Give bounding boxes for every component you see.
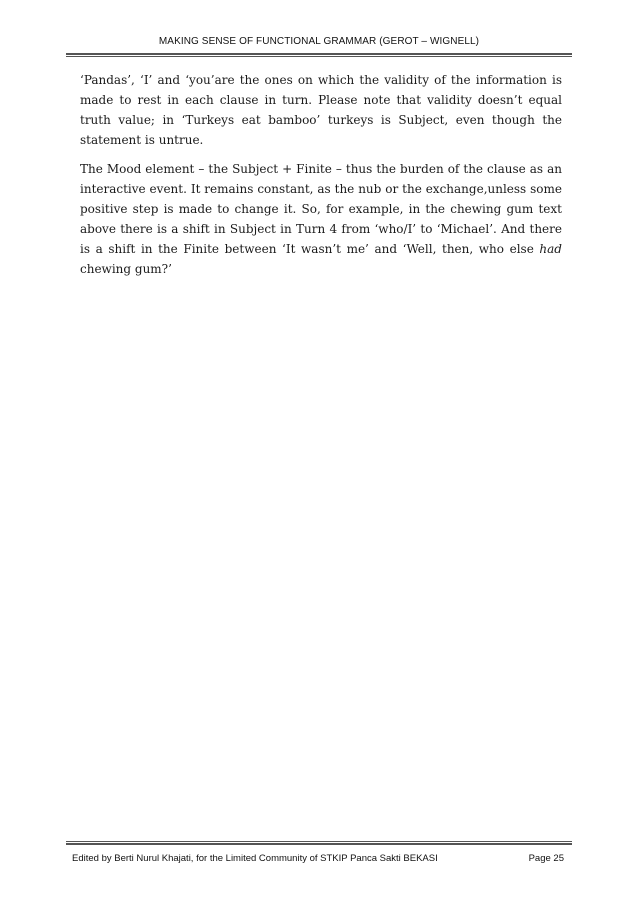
body-text xyxy=(80,70,562,288)
paragraph-text: The Mood element – the Subject + Finite – thus the burden of the clause as an interactive event. It remains constant, as the nub or the exchange,unless some positive step is made to change it. So, for example, in the chewing gum text above there is a shift in Subject in Turn 4 from ‘who/I’ to ‘Michael’. And there is a shift in the Finite between ‘It wasn’t me’ and ‘Well, then, who else xyxy=(80,162,562,256)
paragraph-validity: ‘Pandas’, ‘I’ and ‘you’are the ones on which the validity of the information is made to rest in each clause in turn. Please note that validity doesn’t equal truth value; in ‘Turkeys eat bamboo’ turkeys is Subject, even though the statement is untrue. xyxy=(80,73,562,147)
header-rule xyxy=(66,53,572,57)
paragraph-mood-element xyxy=(80,159,562,279)
footer-rule xyxy=(66,841,572,845)
emphasized-word: had xyxy=(539,242,562,256)
running-header: MAKING SENSE OF FUNCTIONAL GRAMMAR (GEROT – WIGNELL) xyxy=(158,36,480,47)
footer-credit: Edited by Berti Nurul Khajati, for the Limited Community of STKIP Panca Sakti BEKASI xyxy=(72,853,438,864)
paragraph-text-end: chewing gum?’ xyxy=(80,262,172,276)
page-number: Page 25 xyxy=(528,853,564,864)
